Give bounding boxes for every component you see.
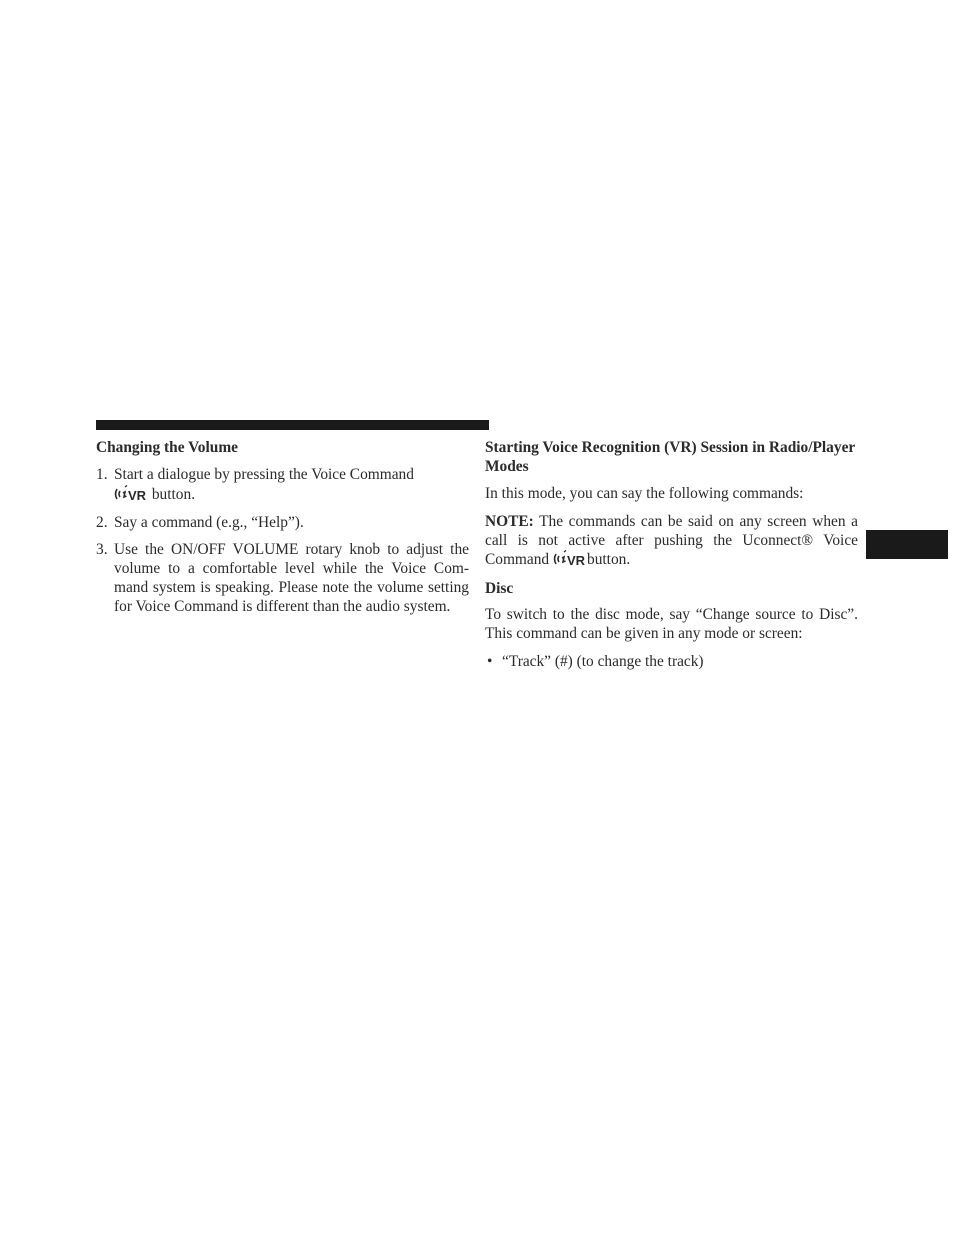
- step-text: Say a command (e.g., “Help”).: [114, 513, 304, 531]
- note-paragraph: [485, 513, 858, 570]
- chapter-tab: [866, 530, 948, 559]
- disc-commands-list: [485, 653, 858, 672]
- step-text: Use the ON/OFF VOLUME rotary knob to adjust the volume to a comfortable level while the Voice Com-mand system is speaking. Please note the volume setting for Voice Command is different than the audio system.: [114, 541, 469, 615]
- note-label: NOTE:: [485, 512, 534, 530]
- list-item: [96, 466, 469, 505]
- step-number: 2.: [96, 513, 108, 531]
- list-item: [96, 541, 469, 616]
- heading-disc: Disc: [485, 580, 514, 598]
- volume-steps-list: [96, 466, 469, 617]
- note-text-after: button.: [587, 551, 631, 569]
- list-item: [485, 653, 858, 672]
- heading-starting-vr-session: Starting Voice Recognition (VR) Session in Radio/Player Modes: [485, 439, 855, 475]
- section-top-rule: [96, 420, 489, 430]
- heading-changing-volume: Changing the Volume: [96, 439, 238, 456]
- step-text-after: button.: [151, 485, 196, 503]
- step-number: 1.: [96, 466, 108, 483]
- step-number: 3.: [96, 541, 108, 559]
- disc-text: To switch to the disc mode, say “Change source to Disc”. This command can be given in any mode or screen:: [485, 606, 858, 642]
- voice-recognition-icon: [114, 485, 148, 503]
- bullet-text: “Track” (#) (to change the track): [502, 652, 704, 670]
- intro-text: In this mode, you can say the following commands:: [485, 485, 804, 502]
- list-item: [96, 514, 469, 533]
- svg-text:VR: VR: [128, 487, 147, 503]
- bullet-symbol: •: [487, 652, 493, 670]
- note-text: The commands can be said on any screen when a call is not active after pushing the Uconnect® Voice Command: [485, 512, 858, 569]
- svg-text:VR: VR: [567, 553, 586, 569]
- left-column: [96, 438, 469, 617]
- step-text: Start a dialogue by pressing the Voice Command: [114, 466, 414, 483]
- right-column: [485, 438, 858, 672]
- voice-recognition-icon: [553, 550, 587, 568]
